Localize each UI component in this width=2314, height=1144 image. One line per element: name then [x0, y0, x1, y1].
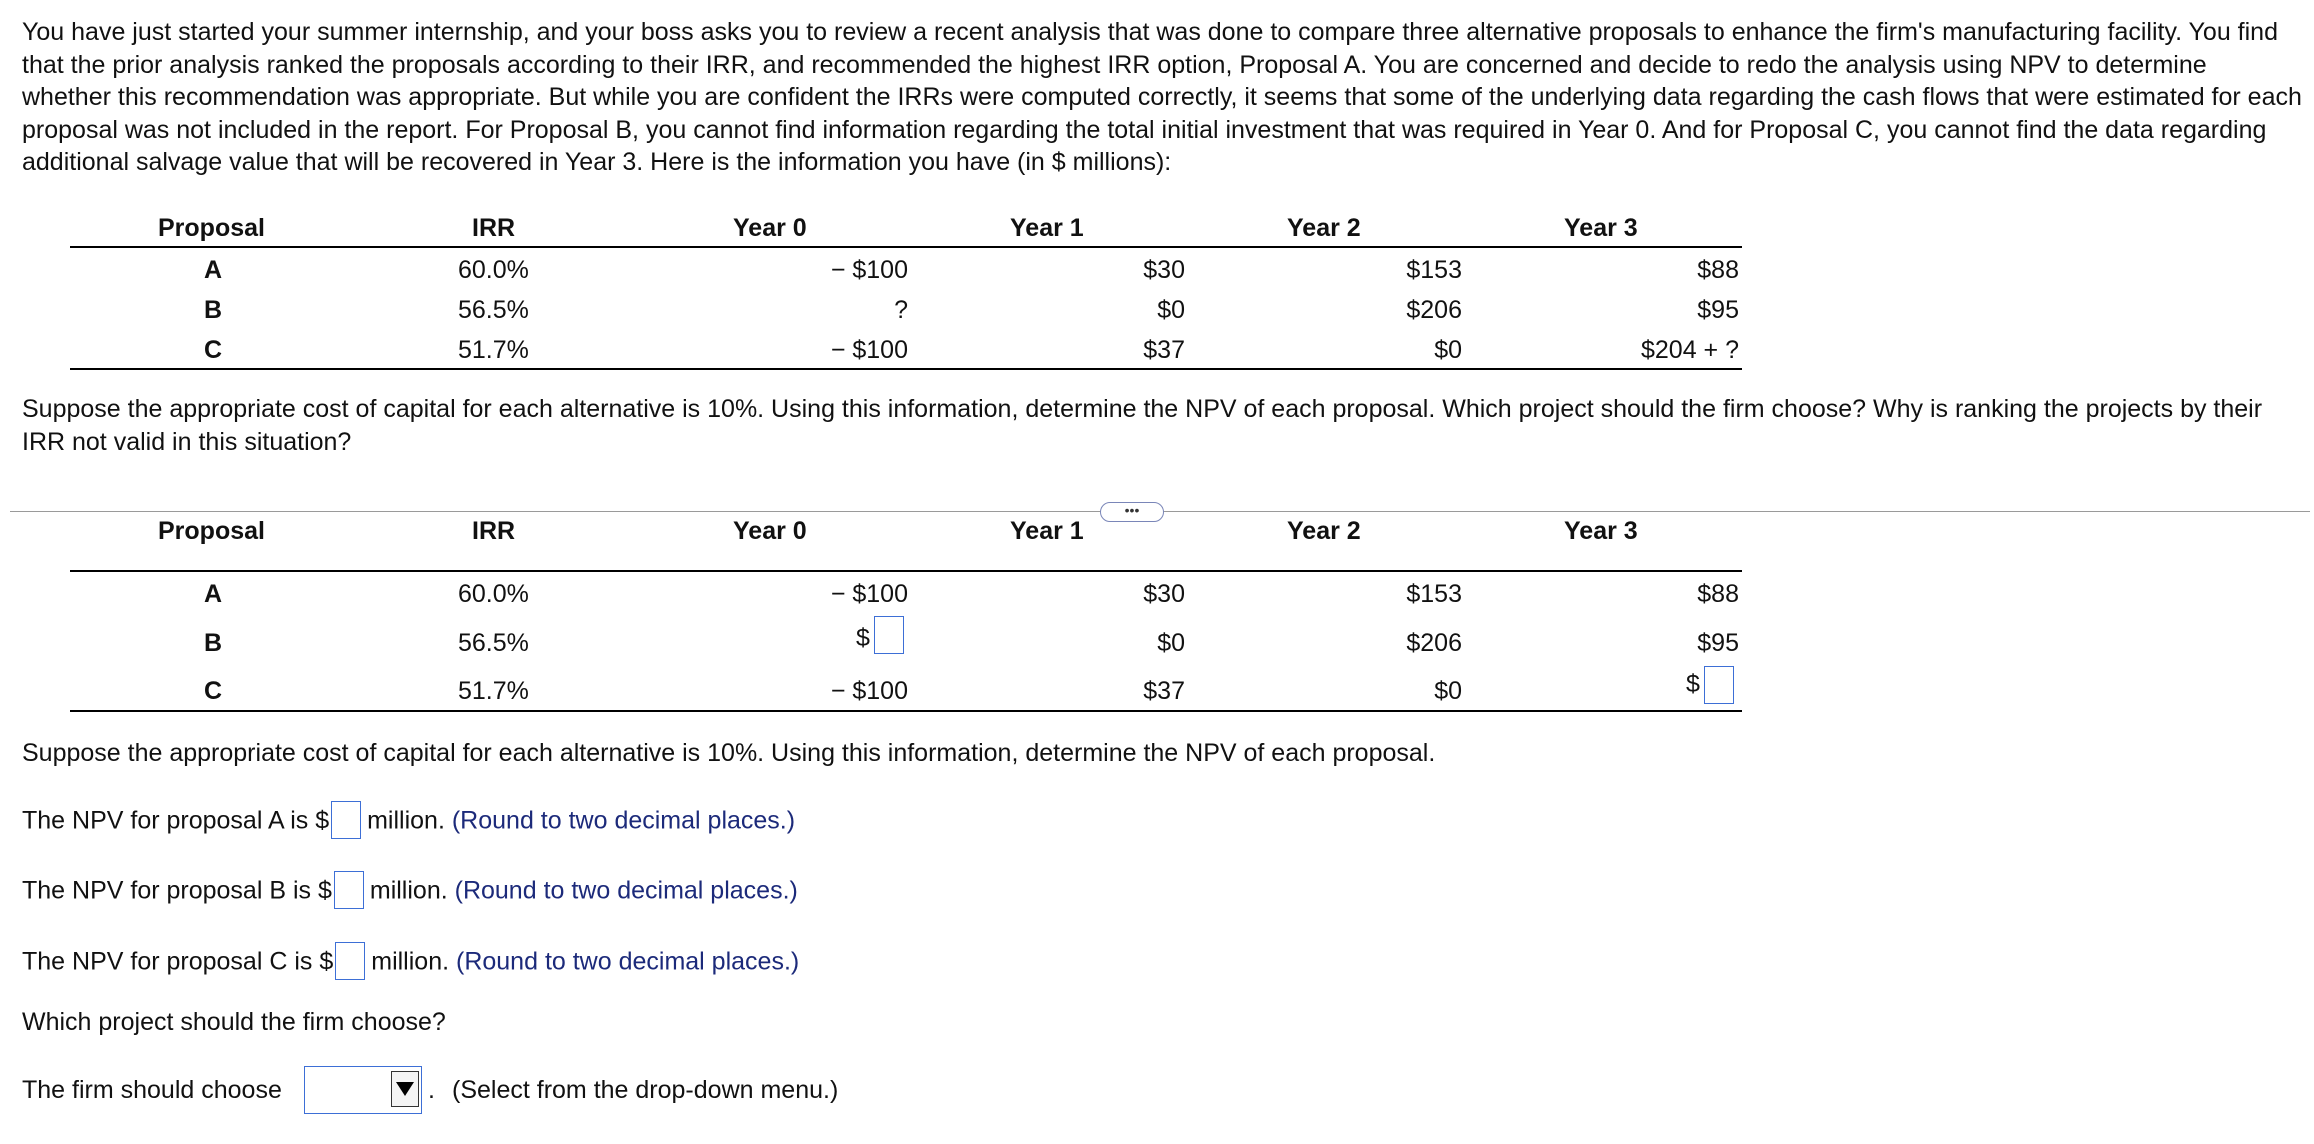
row-year1: $37	[1143, 336, 1185, 364]
row-proposal: C	[204, 677, 223, 705]
header-year2: Year 2	[1287, 517, 1361, 545]
round-hint: (Round to two decimal places.)	[451, 806, 796, 835]
row-irr: 51.7%	[458, 677, 529, 705]
npv-prefix: The NPV for proposal B is $	[22, 876, 332, 905]
row-year0: − $100	[830, 336, 908, 364]
answer-table-header-rule	[70, 570, 1742, 572]
row-year1: $37	[1143, 677, 1185, 705]
choose-question: Which project should the firm choose?	[22, 1008, 446, 1036]
row-year1: $30	[1143, 580, 1185, 608]
intro-paragraph: You have just started your summer internship, and your boss asks you to review a recent analysis that was done to compare three alternative proposals to enhance the firm's manufacturing facility. You find that the prior analysis ranked the proposals according to their IRR, and recommended the highest IRR option, Proposal A. You are concerned and decide to redo the analysis using NPV to determine whether this recommendation was appropriate. But while you are confident the IRRs were computed correctly, it seems that some of the underlying data regarding the cash flows that were estimated for each proposal was not included in the report. For Proposal B, you cannot find information regarding the total initial investment that was required in Year 0. And for Proposal C, you cannot find the data regarding additional salvage value that will be recovered in Year 3. Here is the information you have (in $ millions):	[22, 18, 2302, 176]
subquestion-text: Suppose the appropriate cost of capital for each alternative is 10%. Using this information, determine the NPV of each proposal.	[22, 739, 1436, 767]
row-year1: $0	[1157, 629, 1185, 657]
row-year0: ?	[894, 296, 908, 324]
select-hint: (Select from the drop-down menu.)	[452, 1076, 839, 1104]
npv-line-c	[22, 944, 799, 982]
npv-b-input[interactable]	[334, 871, 364, 909]
row-year3: $204 + ?	[1640, 336, 1739, 364]
row-proposal: B	[204, 629, 223, 657]
row-year0: − $100	[830, 677, 908, 705]
row-proposal: B	[204, 296, 223, 324]
npv-prefix: The NPV for proposal C is $	[22, 947, 334, 976]
row-proposal: A	[204, 256, 223, 284]
header-proposal: Proposal	[158, 214, 265, 242]
row-irr: 51.7%	[458, 336, 529, 364]
table-bottom-rule	[70, 368, 1742, 370]
row-irr: 60.0%	[458, 580, 529, 608]
row-year3: $88	[1697, 256, 1739, 284]
row-year2: $206	[1406, 296, 1462, 324]
row-year2: $153	[1406, 256, 1462, 284]
npv-suffix: million.	[367, 806, 445, 835]
proposal-b-year0-input[interactable]	[874, 616, 904, 654]
row-proposal: A	[204, 580, 223, 608]
header-irr: IRR	[472, 214, 516, 242]
npv-line-a	[22, 803, 795, 841]
project-select-dropdown[interactable]	[304, 1066, 422, 1114]
round-hint: (Round to two decimal places.)	[456, 947, 800, 976]
npv-c-input[interactable]	[335, 942, 365, 980]
header-proposal: Proposal	[158, 517, 265, 545]
table-header-rule	[70, 246, 1742, 248]
row-irr: 60.0%	[458, 256, 529, 284]
question-paragraph: Suppose the appropriate cost of capital for each alternative is 10%. Using this information, determine the NPV of each proposal. Which project should the firm choose? Why is ranking the projects by their IRR not valid in this situation?	[22, 395, 2263, 456]
row-year1: $30	[1143, 256, 1185, 284]
choose-prefix: The firm should choose	[22, 1076, 282, 1104]
row-irr: 56.5%	[458, 296, 529, 324]
row-year3: $88	[1697, 580, 1739, 608]
row-year2: $206	[1406, 629, 1462, 657]
row-year3: $95	[1697, 296, 1739, 324]
header-year1: Year 1	[1010, 517, 1084, 545]
row-proposal: C	[204, 336, 223, 364]
row-irr: 56.5%	[458, 629, 529, 657]
header-year0: Year 0	[733, 214, 807, 242]
header-irr: IRR	[472, 517, 516, 545]
npv-suffix: million.	[369, 876, 448, 905]
row-year3: $95	[1697, 629, 1739, 657]
row-year0: − $100	[830, 256, 908, 284]
header-year3: Year 3	[1564, 214, 1638, 242]
npv-line-b	[22, 873, 798, 911]
answer-table-bottom-rule	[70, 710, 1742, 712]
row-year2: $0	[1434, 336, 1462, 364]
row-year2: $0	[1434, 677, 1462, 705]
expand-ellipsis-button[interactable]: •••	[1100, 502, 1164, 522]
round-hint: (Round to two decimal places.)	[454, 876, 798, 905]
row-year2: $153	[1406, 580, 1462, 608]
header-year0: Year 0	[733, 517, 807, 545]
dollar-sign: $	[1686, 670, 1700, 698]
dollar-sign: $	[856, 624, 870, 652]
answer-table-header-clipped	[60, 517, 1760, 561]
npv-a-input[interactable]	[331, 801, 361, 839]
npv-prefix: The NPV for proposal A is $	[22, 806, 330, 835]
header-year3: Year 3	[1564, 517, 1638, 545]
header-year2: Year 2	[1287, 214, 1361, 242]
proposal-c-year3-input[interactable]	[1704, 666, 1734, 704]
header-year1: Year 1	[1010, 214, 1084, 242]
npv-suffix: million.	[371, 947, 450, 976]
choose-dot: .	[428, 1076, 435, 1104]
row-year0: − $100	[830, 580, 908, 608]
row-year1: $0	[1157, 296, 1185, 324]
dropdown-arrow-icon[interactable]	[391, 1071, 419, 1107]
